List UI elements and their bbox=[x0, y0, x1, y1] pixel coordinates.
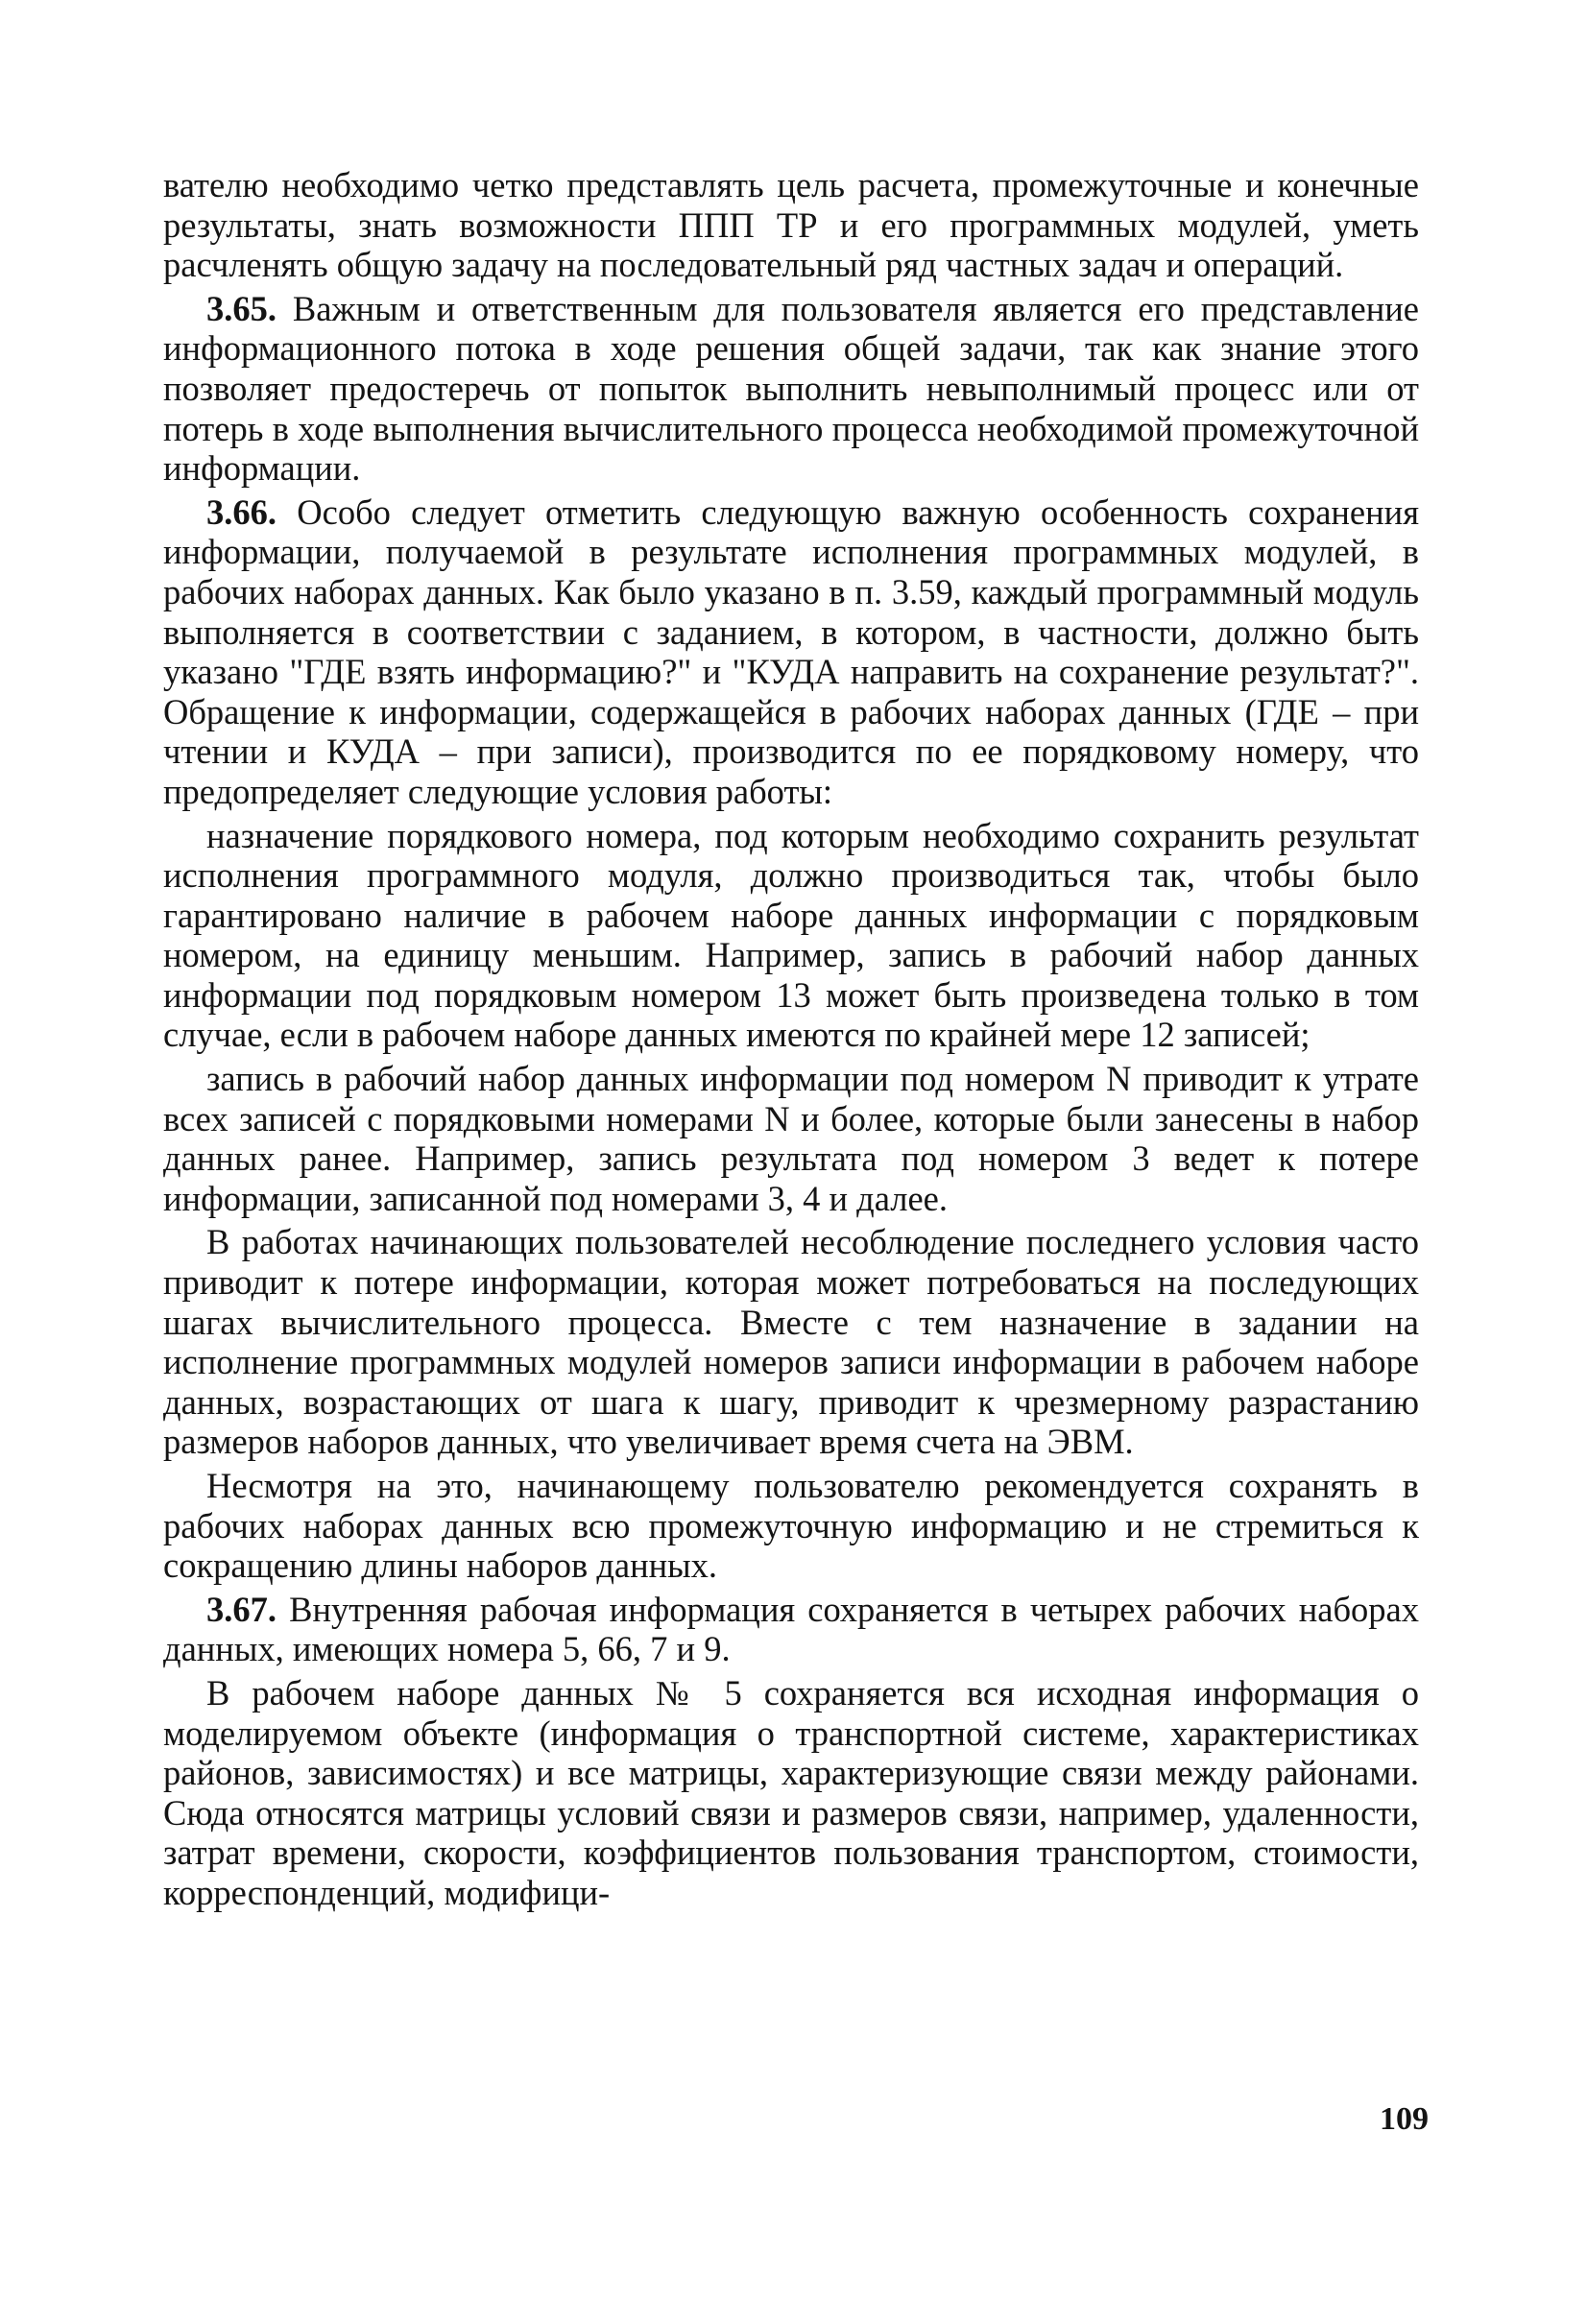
paragraph-3-66 bbox=[163, 492, 1419, 812]
section-number: 3.65. bbox=[206, 288, 277, 328]
paragraph-condition-2 bbox=[163, 1059, 1419, 1218]
paragraph-dataset-5 bbox=[163, 1673, 1419, 1913]
page-number: 109 bbox=[1380, 2101, 1429, 2137]
paragraph-3-65 bbox=[163, 289, 1419, 489]
section-number: 3.67. bbox=[206, 1589, 277, 1629]
paragraph-beginners bbox=[163, 1222, 1419, 1462]
paragraph-text: Несмотря на это, начинающему пользователю рекомендуется сохранять в рабочих наборах данных всю промежуточную информацию и не стремиться к сокращению длины наборов данных. bbox=[163, 1466, 1419, 1586]
paragraph-text: В рабочем наборе данных № 5 сохраняется вся исходная информация о моделируемом объекте (информация о транспортной системе, характеристиках районов, зависимостях) и все матрицы, характеризующие связи между районами. Сюда относятся матрицы условий связи и размеров связи, например, удаленности, затрат времени, скорости, коэффициентов пользования транспортом, стоимости, корреспонденций, модифици- bbox=[163, 1672, 1419, 1912]
paragraph-text: Важным и ответственным для пользователя является его представление информационного потока в ходе решения общей задачи, так как знание этого позволяет предостеречь от попыток выполнить невыполнимый процесс или от потерь в ходе выполнения вычислительного процесса необходимой промежуточной информации. bbox=[163, 288, 1419, 489]
paragraph-text: запись в рабочий набор данных информации под номером N приводит к утрате всех записей с порядковыми номерами N и более, которые были занесены в набор данных ранее. Например, запись результата под номером 3 ведет к потере информации, записанной под номерами 3, 4 и далее. bbox=[163, 1059, 1419, 1218]
paragraph-text: вателю необходимо четко представлять цель расчета, промежуточные и конечные результаты, знать возможности ППП ТР и его программных модулей, уметь расчленять общую задачу на последовательный ряд частных задач и операций. bbox=[163, 165, 1419, 285]
paragraph-condition-1 bbox=[163, 816, 1419, 1056]
paragraph-text: В работах начинающих пользователей несоблюдение последнего условия часто приводит к потере информации, которая может потребоваться на последующих шагах вычислительного процесса. Вместе с тем назначение в задании на исполнение программных модулей номеров записи информации в рабочем наборе данных, возрастающих от шага к шагу, приводит к чрезмерному разрастанию размеров наборов данных, что увеличивает время счета на ЭВМ. bbox=[163, 1222, 1419, 1462]
section-number: 3.66. bbox=[206, 491, 277, 532]
paragraph-text: Особо следует отметить следующую важную особенность сохранения информации, получаемой в результате исполнения программных модулей, в рабочих наборах данных. Как было указано в п. 3.59, каждый программный модуль выполняется в соответствии с заданием, в котором, в частности, должно быть указано "ГДЕ взять информацию?" и "КУДА направить на сохранение результат?". Обращение к информации, содержащейся в рабочих наборах данных (ГДЕ – при чтении и КУДА – при записи), производится по ее порядковому номеру, что предопределяет следующие условия работы: bbox=[163, 491, 1419, 811]
paragraph-text: Внутренняя рабочая информация сохраняется в четырех рабочих наборах данных, имеющих номера 5, 66, 7 и 9. bbox=[163, 1589, 1419, 1669]
paragraph-continuation bbox=[163, 165, 1419, 285]
page-body-text bbox=[163, 165, 1419, 1913]
paragraph-recommendation bbox=[163, 1466, 1419, 1586]
paragraph-text: назначение порядкового номера, под которым необходимо сохранить результат исполнения программного модуля, должно производиться так, чтобы было гарантировано наличие в рабочем наборе данных информации с порядковым номером, на единицу меньшим. Например, запись в рабочий набор данных информации под порядковым номером 13 может быть произведена только в том случае, если в рабочем наборе данных имеются по крайней мере 12 записей; bbox=[163, 815, 1419, 1055]
paragraph-3-67 bbox=[163, 1590, 1419, 1669]
